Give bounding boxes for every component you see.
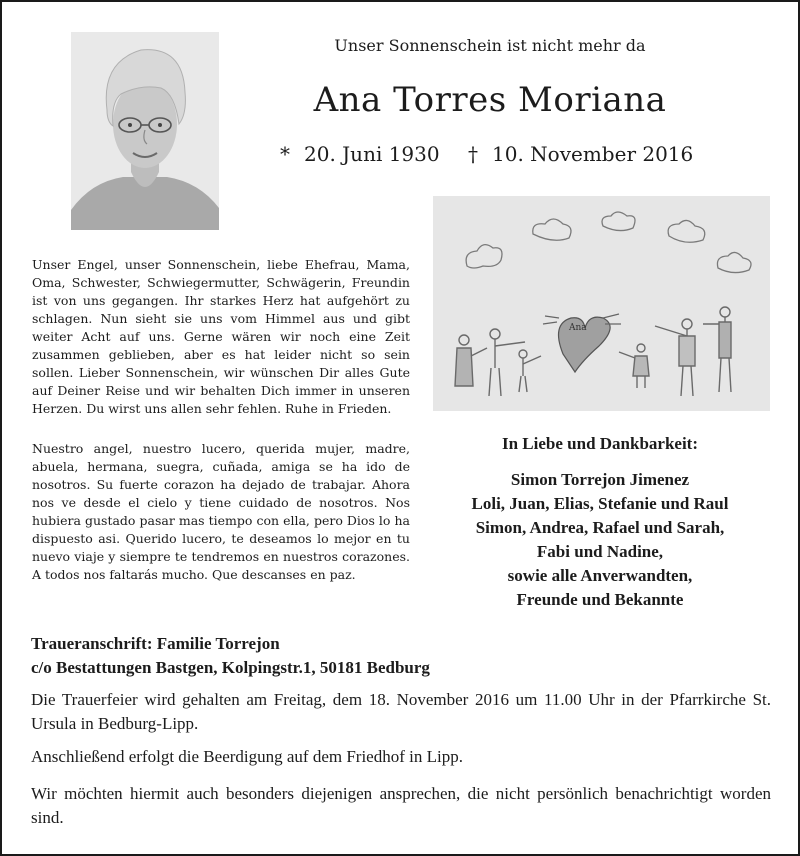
burial-info: Anschließend erfolgt die Beerdigung auf dem Friedhof in Lipp. [31,747,463,766]
funeral-info: Die Trauerfeier wird gehalten am Freitag, dem 18. November 2016 um 11.00 Uhr in der Pfarrkirche St. Ursula in Bedburg-Lipp. [31,690,771,733]
birth-date-group [280,142,440,166]
birth-date: 20. Juni 1930 [304,142,440,166]
address-line-2: c/o Bestattungen Bastgen, Kolpingstr.1, 50181 Bedburg [31,658,430,677]
death-cross-icon: † [468,142,478,166]
deceased-name: Ana Torres Moriana [313,80,667,120]
mourner-line: Simon Torrejon Jimenez [510,470,690,489]
child-drawing [433,196,770,411]
death-date-group [468,142,693,166]
mourner-line: Fabi und Nadine, [536,542,664,561]
mourners-list [430,468,770,612]
obituary-text-spanish: Nuestro angel, nuestro lucero, querida mujer, madre, abuela, hermana, suegra, cuñada, amiga se ha ido de nosotros. Su fuerte corazon ha dejado de trabajar. Ahora nos ve desde el cielo y tiene cuidado de nosotros. Nos hubiera gustado pasar mas tiempo con ella, pero Dios lo ha dispuesto asi. Querido lucero, te deseamos lo mejor en tu nuevo viaje y siempre te tendremos en nuestros corazones. A todos nos faltarás mucho. Que descanses en paz. [32,441,410,582]
mourning-address [31,632,430,680]
motto-line: Unser Sonnenschein ist nicht mehr da [334,36,646,55]
mourner-line: Loli, Juan, Elias, Stefanie und Raul [471,494,729,513]
obituary-text-german: Unser Engel, unser Sonnenschein, liebe Ehefrau, Mama, Oma, Schwester, Schwiegermutter, Schwägerin, Freundin ist von uns gegangen. Ihr starkes Herz hat aufgehört zu schlagen. Nun sieht sie uns vom Himmel aus und gibt weiter Acht auf uns. Gerne wären wir noch eine Zeit zusammen geblieben, aber es hat leider nicht so sein sollen. Lieber Sonnenschein, wir wünschen Dir alles Gute auf Deiner Reise und wir behalten Dich immer in unseren Herzen. Du wirst uns allen sehr fehlen. Ruhe in Frieden. [32,257,410,416]
portrait-photo [71,32,219,230]
mourner-line: Simon, Andrea, Rafael und Sarah, [475,518,725,537]
death-date: 10. November 2016 [492,142,694,166]
mourner-line: Freunde und Bekannte [516,590,684,609]
drawing-heart-label: Ana [569,323,587,333]
mourner-line: sowie alle Anverwandten, [507,566,693,585]
birth-star-icon: * [280,142,290,166]
address-line-1: Traueranschrift: Familie Torrejon [31,634,280,653]
closing-note: Wir möchten hiermit auch besonders diejenigen ansprechen, die nicht persönlich benachrichtigt worden sind. [31,784,771,827]
thanks-heading: In Liebe und Dankbarkeit: [501,434,699,453]
